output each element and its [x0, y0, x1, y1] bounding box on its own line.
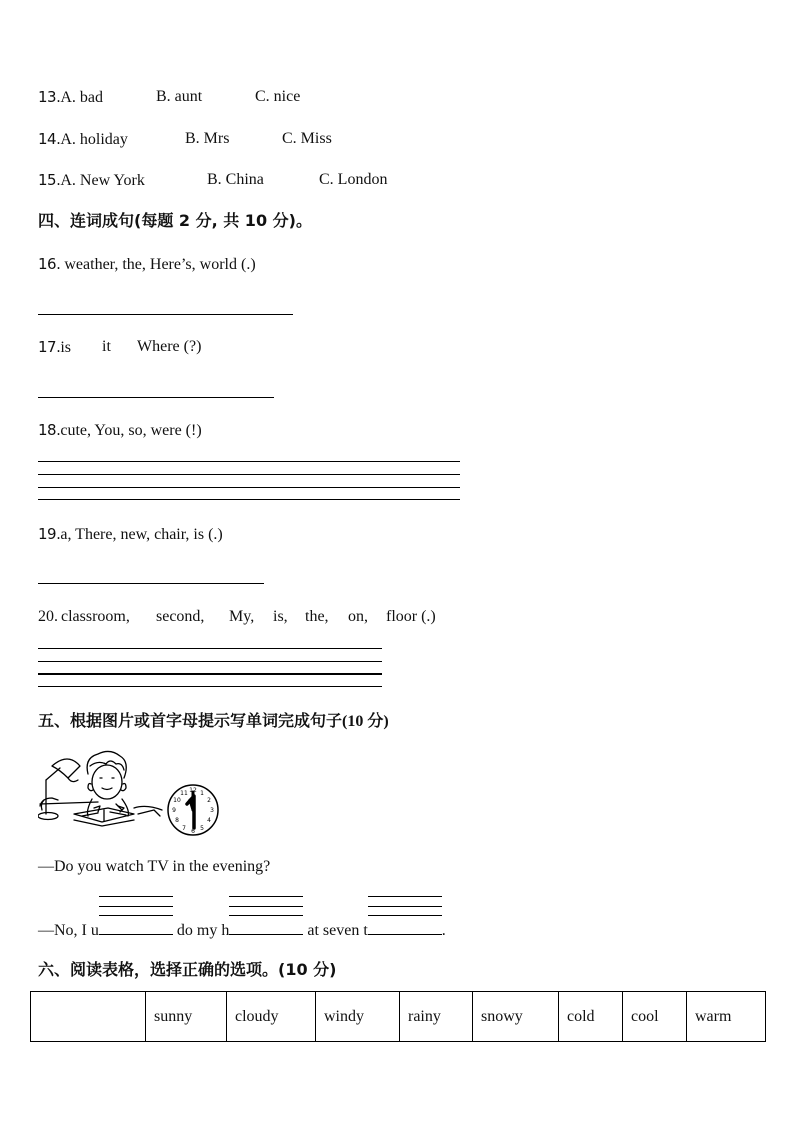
clock-number: 4 [207, 817, 211, 824]
answer-line-17[interactable] [38, 397, 274, 398]
question-17: 17.is [38, 338, 72, 356]
clock-number: 9 [172, 807, 176, 814]
clock-number: 2 [207, 797, 211, 804]
question-16: 16. weather, the, Here’s, world (.) [38, 255, 256, 273]
dialogue-answer: —No, I u do my h at seven t . [38, 919, 446, 941]
question-20-word: classroom, [61, 608, 130, 625]
blank-time-word[interactable] [368, 919, 442, 935]
question-17-word-it: it [102, 338, 111, 355]
question-20-word: My, [229, 608, 255, 625]
question-20-word: second, [156, 608, 205, 625]
table-header-cell: rainy [400, 992, 473, 1042]
question-20-word: floor (.) [386, 608, 436, 625]
boy-icon [87, 751, 128, 816]
clock-number: 6 [191, 828, 195, 835]
question-13: 13.A. bad [38, 88, 104, 106]
option-13-b: B. aunt [156, 88, 203, 105]
question-20-word: on, [348, 608, 368, 625]
dialogue-question: —Do you watch TV in the evening? [38, 858, 271, 875]
answer-line-20a[interactable] [38, 648, 382, 649]
answer-line-18d[interactable] [38, 499, 460, 500]
section-5-heading: 五、根据图片或首字母提示写单词完成句子(10 分) [38, 711, 389, 730]
table-header-cell: cool [623, 992, 687, 1042]
blank-homework[interactable] [229, 919, 303, 935]
table-header-cell: cloudy [227, 992, 316, 1042]
section-4-heading: 四、连词成句(每题 2 分, 共 10 分)。 [38, 211, 312, 230]
question-15: 15.A. New York [38, 171, 145, 189]
question-17-word-where: Where (?) [137, 338, 202, 355]
weather-table [30, 991, 766, 1042]
clock-number: 11 [180, 790, 188, 797]
table-header-cell: windy [316, 992, 400, 1042]
answer-line-18b[interactable] [38, 474, 460, 475]
clock-number: 3 [210, 807, 214, 814]
option-14-b: B. Mrs [185, 130, 230, 147]
question-20-number: 20. [38, 608, 58, 625]
option-15-b: B. China [207, 171, 264, 188]
option-15-c: C. London [319, 171, 388, 188]
question-19: 19.a, There, new, chair, is (.) [38, 525, 223, 543]
table-header-cell: warm [687, 992, 766, 1042]
table-header-cell [31, 992, 146, 1042]
table-header-cell: sunny [146, 992, 227, 1042]
clock-number: 5 [200, 825, 204, 832]
clock-number: 8 [175, 817, 179, 824]
table-header-cell: cold [559, 992, 623, 1042]
answer-line-18a[interactable] [38, 461, 460, 462]
clock-number: 1 [200, 790, 204, 797]
answer-line-16[interactable] [38, 314, 293, 315]
question-20-word: is, [273, 608, 288, 625]
question-18: 18.cute, You, so, were (!) [38, 421, 202, 439]
question-20-word: the, [305, 608, 329, 625]
desk-lamp-icon [38, 759, 80, 820]
blank-usually[interactable] [99, 919, 173, 935]
option-14-c: C. Miss [282, 130, 332, 147]
answer-line-19[interactable] [38, 583, 264, 584]
section-6-heading: 六、阅读表格，选择正确的选项。(10 分) [38, 960, 337, 979]
answer-line-20c-thick [38, 674, 382, 675]
clock-number: 7 [182, 825, 186, 832]
clock-icon [168, 785, 218, 835]
clock-number: 10 [173, 797, 181, 804]
answer-line-18c[interactable] [38, 487, 460, 488]
clock-number: 12 [189, 787, 197, 794]
answer-line-20b[interactable] [38, 661, 382, 662]
boy-doing-homework-illustration [38, 744, 220, 842]
option-13-c: C. nice [255, 88, 301, 105]
open-book-icon [74, 804, 134, 826]
table-header-cell: snowy [473, 992, 559, 1042]
table-row [31, 992, 766, 1042]
question-14: 14.A. holiday [38, 130, 128, 148]
answer-line-20d[interactable] [38, 686, 382, 687]
